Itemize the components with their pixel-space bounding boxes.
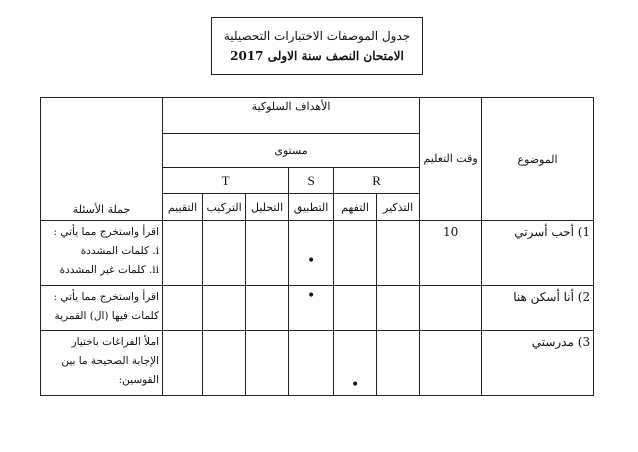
row-questions <box>41 221 163 286</box>
cell-apply <box>289 286 334 331</box>
cell <box>334 286 377 331</box>
level-apply: التطبيق <box>289 194 334 221</box>
row-time <box>420 331 482 396</box>
question-line: الإجابة الصحيحة ما بين <box>61 355 159 368</box>
cell <box>246 286 289 331</box>
question-line: املأ الفراغات باختيار <box>71 336 159 349</box>
cell <box>163 331 203 396</box>
cell <box>163 221 203 286</box>
cell <box>289 331 334 396</box>
question-line: كلمات فيها (ال) القمرية <box>54 310 159 323</box>
question-line: i. كلمات المشددة <box>80 245 159 258</box>
cell <box>377 331 420 396</box>
row-subject: 1) أحب أسرتي <box>482 221 594 286</box>
cell <box>246 221 289 286</box>
title-box <box>211 17 423 75</box>
group-s: S <box>289 168 334 194</box>
question-line: ii. كلمات غير المشددة <box>59 264 159 277</box>
level-understand: التفهم <box>334 194 377 221</box>
row-questions <box>41 286 163 331</box>
cell <box>377 221 420 286</box>
group-t: T <box>163 168 289 194</box>
cell-understand <box>334 331 377 396</box>
cell <box>246 331 289 396</box>
row-subject: 2) أنا أسكن هنا <box>482 286 594 331</box>
row-time <box>420 286 482 331</box>
level-compose: التركيب <box>203 194 246 221</box>
cell-apply <box>289 221 334 286</box>
question-line: اقرأ واستخرج مما يأتي : <box>53 291 159 304</box>
exam-subtitle: الامتحان النصف سنة الاولى 2017 <box>230 49 404 63</box>
table-row <box>41 286 594 331</box>
questions-header: جملة الأسئلة <box>41 98 163 221</box>
time-header: وقت التعليم <box>420 98 482 221</box>
level-header: مستوى <box>163 133 420 168</box>
specification-table <box>40 97 594 396</box>
cell <box>203 286 246 331</box>
question-line: اقرأ واستخرج مما يأتي : <box>53 226 159 239</box>
row-subject: 3) مدرستي <box>482 331 594 396</box>
question-line: القوسين: <box>118 374 159 387</box>
mark-dot: • <box>350 377 360 393</box>
mark-dot: • <box>306 288 316 305</box>
behavioral-goals-header: الأهداف السلوكية <box>163 98 420 134</box>
document-title: جدول الموصفات الاختبارات التحصيلية <box>223 29 411 43</box>
level-remember: التذكير <box>377 194 420 221</box>
cell <box>334 221 377 286</box>
mark-dot: • <box>306 253 316 270</box>
row-questions <box>41 331 163 396</box>
group-r: R <box>334 168 420 194</box>
level-analyze: التحليل <box>246 194 289 221</box>
row-time: 10 <box>420 221 482 286</box>
table-row <box>41 331 594 396</box>
subject-header: الموضوع <box>482 98 594 221</box>
cell <box>203 331 246 396</box>
cell <box>377 286 420 331</box>
cell <box>203 221 246 286</box>
table-row <box>41 221 594 286</box>
cell <box>163 286 203 331</box>
level-evaluate: التقييم <box>163 194 203 221</box>
